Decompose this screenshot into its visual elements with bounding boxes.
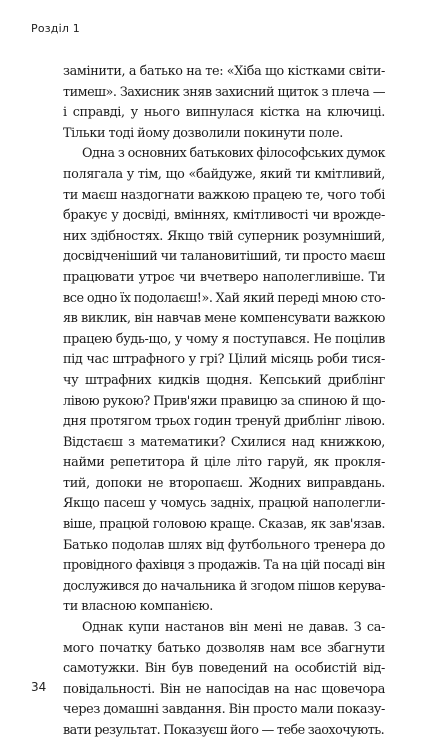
text-line: мого початку батько дозволяв нам все збагнути — [63, 640, 385, 656]
body-text — [63, 62, 385, 742]
text-line: ти власною компанією. — [63, 599, 213, 615]
paragraph — [63, 618, 385, 742]
running-head: Розділ 1 — [31, 22, 80, 35]
text-line: Батько подолав шлях від футбольного тренера до — [63, 537, 385, 553]
text-line: самотужки. Він був поведений на особистій від- — [63, 661, 385, 677]
text-line: повідальності. Він не напосідав на нас щовечора — [63, 681, 385, 697]
text-line: Відстаєш з математики? Схилися над книжкою, — [63, 434, 385, 450]
page-number: 34 — [31, 680, 47, 694]
text-line: них здібностях. Якщо твій суперник розумніший, — [63, 228, 385, 244]
text-line: тимеш». Захисник зняв захисний щиток з плеча — — [63, 84, 385, 100]
text-line: все одно їх подолаєш!». Хай який переді мною сто- — [63, 290, 385, 306]
text-line: дня протягом трьох годин тренуй дриблінг лівою. — [63, 414, 385, 430]
text-line: ти маєш наздогнати важкою працею те, чого тобі — [63, 187, 385, 203]
text-line: вати результат. Показуєш його — тебе заохочують. — [63, 723, 385, 738]
text-line: Тільки тоді йому дозволили покинути поле. — [63, 125, 343, 141]
text-line: Однак купи настанов він мені не давав. З са- — [82, 620, 385, 636]
paragraph — [63, 62, 385, 144]
text-line: Одна з основних батькових філософських думок — [82, 146, 385, 162]
text-line: яв виклик, він навчав мене компенсувати важкою — [63, 311, 385, 327]
text-line: працею будь-що, у чому я поступався. Не поцілив — [63, 331, 385, 347]
text-line: віше, працюй головою краще. Сказав, як зав'язав. — [63, 517, 385, 533]
text-line: полягала у тім, що «байдуже, який ти кмітливий, — [63, 166, 385, 182]
text-line: лівою рукою? Прив'яжи правицю за спиною й що- — [63, 393, 385, 409]
text-line: тий, допоки не второпаєш. Жодних виправдань. — [63, 475, 385, 491]
text-line: чу штрафних кидків щодня. Кепський дриблінг — [63, 372, 385, 388]
text-line: досвідченіший чи талановитіший, ти просто маєш — [63, 249, 385, 265]
text-line: і справді, у нього випнулася кістка на ключиці. — [63, 105, 385, 121]
text-line: через домашні завдання. Він просто мали показу- — [63, 702, 385, 718]
text-line: бракує у досвіді, вміннях, кмітливості чи врожде- — [63, 208, 385, 224]
text-line: під час штрафного у грі? Цілий місяць роби тися- — [63, 352, 385, 368]
text-line: замінити, а батько на те: «Хіба що кістками світи- — [63, 64, 385, 79]
text-line: найми репетитора й ціле літо гаруй, як прокля- — [63, 455, 385, 471]
text-line: дослужився до начальника й згодом пішов керува- — [63, 578, 385, 594]
paragraph — [63, 144, 385, 618]
text-line: працювати утроє чи вчетверо наполегливіше. Ти — [63, 269, 385, 285]
text-line: провідного фахівця з продажів. Та на цій посаді він — [63, 558, 385, 574]
text-line: Якщо пасеш у чомусь задніх, працюй наполегли- — [63, 496, 385, 512]
